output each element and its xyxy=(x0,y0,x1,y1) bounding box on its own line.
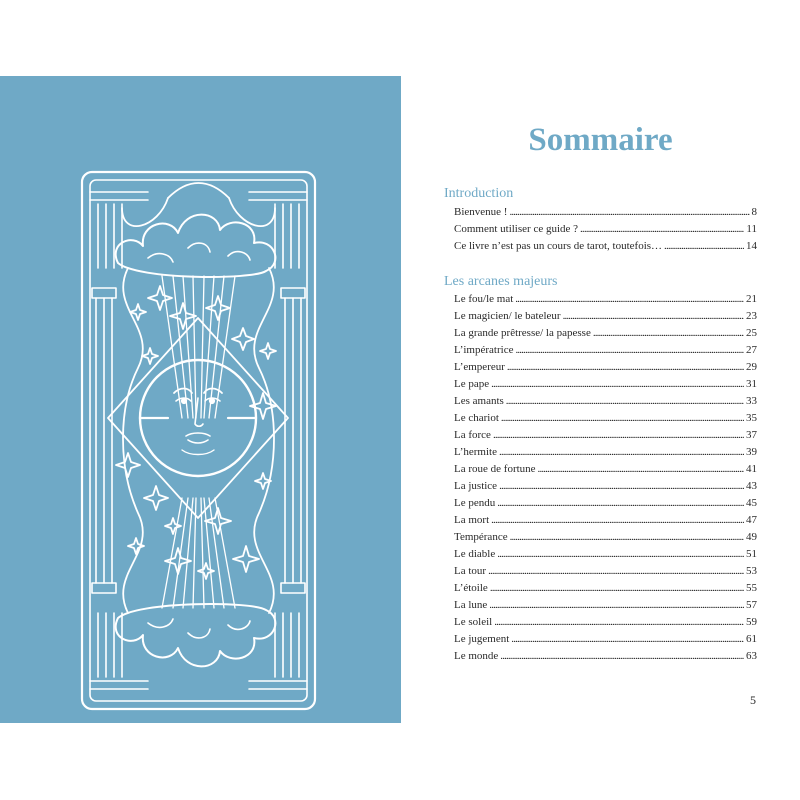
toc-entry-label: Bienvenue ! xyxy=(454,206,508,218)
toc-entry-page: 61 xyxy=(746,633,757,645)
dot-leader xyxy=(664,240,744,252)
toc-entry-page: 49 xyxy=(746,531,757,543)
toc-entry-label: La justice xyxy=(454,480,498,492)
toc-entry-page: 63 xyxy=(746,650,757,662)
toc-entry-label: Les amants xyxy=(454,395,504,407)
toc-entry[interactable] xyxy=(454,582,757,598)
section-heading-arcanes-majeurs: Les arcanes majeurs xyxy=(444,274,558,289)
dot-leader xyxy=(507,361,744,373)
toc-entry[interactable] xyxy=(454,361,757,377)
toc-entry-label: La roue de fortune xyxy=(454,463,536,475)
toc-entry[interactable] xyxy=(454,378,757,394)
toc-entry-page: 47 xyxy=(746,514,757,526)
dot-leader xyxy=(491,514,744,526)
dot-leader xyxy=(593,327,744,339)
toc-entry-label: Comment utiliser ce guide ? xyxy=(454,223,579,235)
toc-entry-page: 25 xyxy=(746,327,757,339)
page-title: Sommaire xyxy=(528,122,673,158)
dot-leader xyxy=(515,344,744,356)
toc-entry-page: 27 xyxy=(746,344,757,356)
toc-entry[interactable] xyxy=(454,395,757,411)
toc-entry-label: La grande prêtresse/ la papesse xyxy=(454,327,591,339)
toc-entry[interactable] xyxy=(454,310,757,326)
toc-entry-page: 59 xyxy=(746,616,757,628)
toc-entry[interactable] xyxy=(454,240,757,256)
toc-entry-label: Le jugement xyxy=(454,633,510,645)
toc-entry[interactable] xyxy=(454,463,757,479)
tarot-card-illustration xyxy=(78,168,319,713)
toc-entry-page: 51 xyxy=(746,548,757,560)
toc-entry-page: 35 xyxy=(746,412,757,424)
toc-entry[interactable] xyxy=(454,293,757,309)
toc-entry-label: Le pendu xyxy=(454,497,496,509)
toc-entry-label: Le soleil xyxy=(454,616,493,628)
page-number: 5 xyxy=(750,693,756,707)
toc-entry-page: 8 xyxy=(751,206,757,218)
dot-leader xyxy=(538,463,744,475)
toc-entry[interactable] xyxy=(454,497,757,513)
dot-leader xyxy=(489,599,744,611)
left-page-illustration xyxy=(0,76,401,723)
toc-entry-page: 33 xyxy=(746,395,757,407)
toc-entry-label: Le fou/le mat xyxy=(454,293,514,305)
toc-entry[interactable] xyxy=(454,565,757,581)
toc-entry-label: La force xyxy=(454,429,491,441)
toc-entry-page: 23 xyxy=(746,310,757,322)
toc-entry-label: Le diable xyxy=(454,548,496,560)
toc-entry-page: 21 xyxy=(746,293,757,305)
toc-entry-page: 29 xyxy=(746,361,757,373)
dot-leader xyxy=(500,650,744,662)
toc-entry[interactable] xyxy=(454,548,757,564)
dot-leader xyxy=(488,565,744,577)
dot-leader xyxy=(510,531,744,543)
toc-entry[interactable] xyxy=(454,616,757,632)
toc-entry-label: Tempérance xyxy=(454,531,508,543)
dot-leader xyxy=(493,429,744,441)
toc-entry[interactable] xyxy=(454,429,757,445)
toc-entry-page: 57 xyxy=(746,599,757,611)
toc-entry[interactable] xyxy=(454,223,757,239)
toc-entry-page: 45 xyxy=(746,497,757,509)
toc-entry[interactable] xyxy=(454,344,757,360)
section-heading-introduction: Introduction xyxy=(444,186,514,201)
toc-entry-page: 55 xyxy=(746,582,757,594)
toc-entry-label: Le chariot xyxy=(454,412,499,424)
toc-entry[interactable] xyxy=(454,650,757,666)
toc-entry[interactable] xyxy=(454,480,757,496)
toc-entry-page: 41 xyxy=(746,463,757,475)
toc-entry[interactable] xyxy=(454,206,757,222)
toc-entry-label: La lune xyxy=(454,599,488,611)
toc-entry-label: La mort xyxy=(454,514,490,526)
toc-entry-label: Ce livre n’est pas un cours de tarot, toutefois… xyxy=(454,240,663,252)
dot-leader xyxy=(515,293,744,305)
dot-leader xyxy=(563,310,744,322)
toc-entry[interactable] xyxy=(454,531,757,547)
dot-leader xyxy=(580,223,744,235)
toc-entry-page: 31 xyxy=(746,378,757,390)
toc-entry-label: L’empereur xyxy=(454,361,505,373)
toc-entry[interactable] xyxy=(454,412,757,428)
toc-entry[interactable] xyxy=(454,514,757,530)
toc-entry-label: L’hermite xyxy=(454,446,497,458)
toc-entry-page: 43 xyxy=(746,480,757,492)
dot-leader xyxy=(506,395,744,407)
dot-leader xyxy=(497,548,744,560)
dot-leader xyxy=(494,616,744,628)
toc-entry-label: L’impératrice xyxy=(454,344,514,356)
toc-entry-page: 37 xyxy=(746,429,757,441)
dot-leader xyxy=(499,480,744,492)
toc-entry-page: 11 xyxy=(746,223,757,235)
toc-entry[interactable] xyxy=(454,327,757,343)
toc-entry[interactable] xyxy=(454,599,757,615)
dot-leader xyxy=(491,378,744,390)
toc-entry-label: La tour xyxy=(454,565,487,577)
toc-entry-page: 39 xyxy=(746,446,757,458)
dot-leader xyxy=(501,412,744,424)
toc-entry[interactable] xyxy=(454,446,757,462)
dot-leader xyxy=(497,497,744,509)
dot-leader xyxy=(490,582,744,594)
dot-leader xyxy=(511,633,744,645)
toc-entry[interactable] xyxy=(454,633,757,649)
dot-leader xyxy=(509,206,749,218)
right-page-contents xyxy=(401,76,800,723)
toc-entry-page: 14 xyxy=(746,240,757,252)
toc-entry-label: Le magicien/ le bateleur xyxy=(454,310,561,322)
toc-entry-page: 53 xyxy=(746,565,757,577)
dot-leader xyxy=(499,446,744,458)
toc-entry-label: Le pape xyxy=(454,378,490,390)
toc-entry-label: Le monde xyxy=(454,650,499,662)
toc-entry-label: L’étoile xyxy=(454,582,488,594)
